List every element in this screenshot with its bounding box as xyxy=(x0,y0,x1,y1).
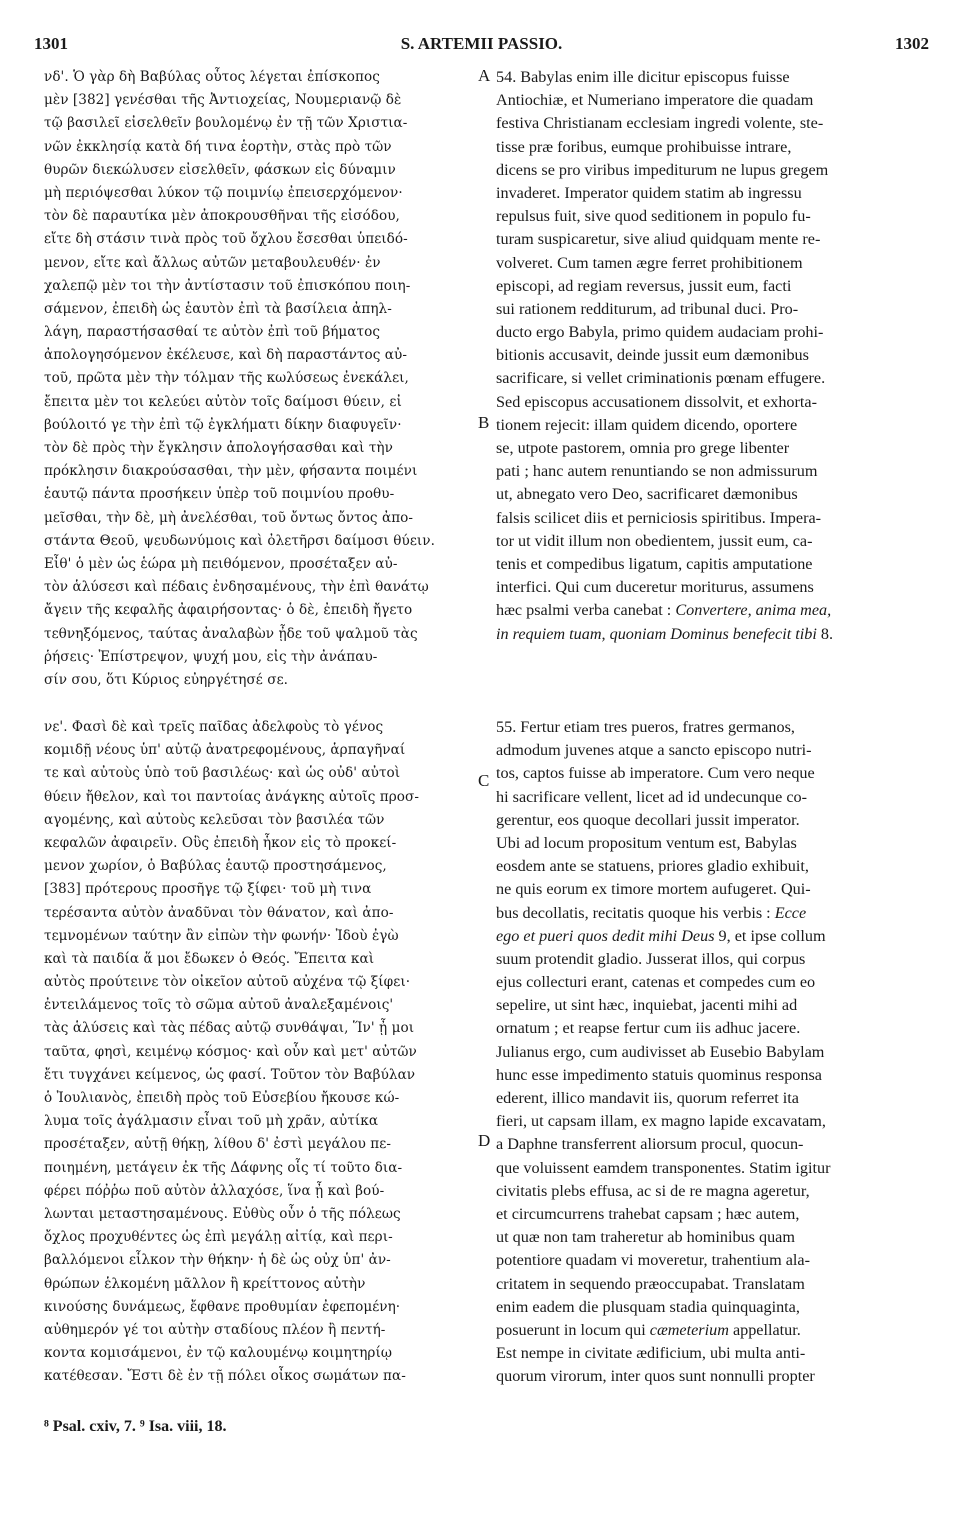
latin-text-line: que voluissent eamdem transponentes. Statim igitur xyxy=(496,1158,831,1177)
latin-text-line: episcopi, ad regiam reversus, jussit eum, facti xyxy=(496,276,792,295)
latin-text-line: ne quis eorum ex timore mortem aufugeret. Qui- xyxy=(496,880,811,899)
latin-text-line: posuerunt in locum qui cæmeterium appellatur. xyxy=(496,1320,801,1339)
greek-text-line: τὰς ἁλύσεις καὶ τὰς πέδας αὐτῷ συνθάψαι, Ἵν' ᾖ μοι xyxy=(44,1020,415,1037)
latin-text-line: civitatis plebs effusa, ac si de re magna ageretur, xyxy=(496,1181,810,1200)
greek-text-line: βαλλόμενοι εἷλκον τὴν θήκην· ἡ δὲ ὡς οὐχ ὑπ' ἀν- xyxy=(44,1252,391,1269)
greek-text-line: μενον, εἴτε καὶ ἄλλως αὐτῶν μεταβουλευθέν· ἐν xyxy=(44,254,381,271)
latin-text-line: hæc psalmi verba canebat : Convertere, anima mea, xyxy=(496,601,832,620)
latin-text-line: Est nempe in civitate ædificium, ubi multa anti- xyxy=(496,1344,806,1363)
latin-text-fragment: appellatur. xyxy=(728,1320,801,1339)
italic-term: cæmeterium xyxy=(649,1320,729,1339)
greek-text-line: σίν σου, ὅτι Κύριος εὐηργέτησέ σε. xyxy=(44,671,289,688)
margin-letter-b: B xyxy=(478,413,490,432)
latin-text-line: tenis et compedibus ligatum, capitis amputatione xyxy=(496,554,813,573)
latin-text-line: quorum virorum, inter quos sunt nonnulli propter xyxy=(496,1367,815,1386)
greek-text-line: κοντα κομισάμενοι, ἐν τῷ καλουμένῳ κοιμητηρίῳ xyxy=(44,1345,392,1362)
greek-text-line: ἔπειτα μὲν τοι κελεύει αὐτὸν τοῖς δαίμοσι θύειν, εἰ xyxy=(44,393,402,410)
greek-text-line: θύειν ἤθελον, καὶ τοι παντοίας ἀνάγκης αὐτοῖς προσ- xyxy=(44,788,419,805)
greek-text-line: αὐθημερόν γέ τοι αὐτὴν σταδίους πλέον ἢ πεντή- xyxy=(44,1321,386,1338)
latin-text-line: repulsus fuit, sive quod seditionem in populo fu- xyxy=(496,207,811,226)
greek-text-line: ἀπολογησόμενον ἐκέλευσε, καὶ δὴ παραστάντος αὐ- xyxy=(44,347,407,364)
greek-text-line: ἄγειν τῆς κεφαλῆς ἀφαιρήσοντας· ὁ δὲ, ἐπειδὴ ἤγετο xyxy=(44,602,413,619)
greek-text-line: ὁ Ἰουλιανὸς, ἐπειδὴ πρὸς τοῦ Εὐσεβίου ἤκουσε κώ- xyxy=(44,1090,400,1106)
latin-text-line: Ubi ad locum propositum ventum est, Babylas xyxy=(496,833,797,852)
greek-text-line: νδ'. Ὁ γὰρ δὴ Βαβύλας οὗτος λέγεται ἐπίσκοπος xyxy=(44,69,380,85)
latin-text-line: falsis scilicet diis et perniciosis spiritibus. Impera- xyxy=(496,508,822,527)
footnote-mark: 8. xyxy=(816,624,834,643)
latin-text-line: enim eadem die plusquam stadia quinquaginta, xyxy=(496,1297,800,1316)
latin-text-line xyxy=(496,925,928,948)
latin-text-line: bus decollatis, recitatis quoque his verbis : Ecce xyxy=(496,903,807,922)
greek-text-line: τὸν δὲ παραυτίκα μὲν ἀποκρουσθῆναι τῆς εἰσόδου, xyxy=(44,208,400,225)
greek-column-section-54 xyxy=(44,66,474,692)
greek-text-line: ῥήσεις· Ἐπίστρεψον, ψυχή μου, εἰς τὴν ἀνάπαυ- xyxy=(44,648,378,665)
latin-text-line: hunc esse impedimento statuis quominus responsa xyxy=(496,1065,822,1084)
latin-text-line: 54. Babylas enim ille dicitur episcopus fuisse xyxy=(496,68,790,86)
greek-text-line: φέρει πόῤῥω ποῦ αὐτὸν ἀλλαχόσε, ἵνα ᾖ καὶ βού- xyxy=(44,1182,385,1199)
latin-text-line: fieri, ut capsam illam, ex magno lapide excavatam, xyxy=(496,1112,826,1131)
latin-text-line: ut quæ non tam traheretur ab hominibus quam xyxy=(496,1228,795,1247)
latin-text-line: ut, abnegato vero Deo, sacrificaret dæmonibus xyxy=(496,485,798,504)
greek-text-line: πρόκλησιν διακρούσασθαι, τὴν μὲν, φήσαντα ποιμένι xyxy=(44,463,418,480)
latin-text-line: volveret. Cum tamen ægre ferret prohibitionem xyxy=(496,253,803,272)
latin-text-line: critatem in sequendo præoccupabat. Translatam xyxy=(496,1274,805,1293)
running-title: S. ARTEMII PASSIO. xyxy=(400,34,563,53)
greek-text-line: μεῖσθαι, τὴν δὲ, μὴ ἀνελέσθαι, τοῦ ὄντως ὄντος ἀπο- xyxy=(44,509,414,526)
latin-text-line: invaderet. Imperator quidem statim ab ingressu xyxy=(496,183,802,202)
latin-text-line: tionem rejecit: illam quidem dicendo, oportere xyxy=(496,415,798,434)
latin-text-line: eosdem ante se statuens, priores gladio exhibuit, xyxy=(496,857,809,876)
greek-text-line: προσέταξεν, αὐτῇ θήκῃ, λίθου δ' ἐστὶ μεγάλου πε- xyxy=(44,1136,392,1153)
greek-text-line: κινούσης δυνάμεως, ἔφθανε προθυμίαν ἐφεπομένη· xyxy=(44,1298,401,1315)
latin-text-line: interfici. Qui cum duceretur moriturus, assumens xyxy=(496,578,814,597)
latin-text-line: ducto ergo Babyla, primo quidem audaciam prohi- xyxy=(496,323,824,342)
left-page-number: 1301 xyxy=(34,34,68,53)
latin-text-line: bitionis accusavit, deinde jussit eum dæmonibus xyxy=(496,346,809,365)
latin-text-line: ejus collecturi erant, catenas et compedes cum eo xyxy=(496,973,816,992)
latin-text-line: gerentur, eos quoque decollari jussit imperator. xyxy=(496,810,800,829)
greek-column-section-55 xyxy=(44,716,474,1388)
latin-text-line: tor ut vidit illum non obedientem, jussit eum, ca- xyxy=(496,531,813,550)
greek-text-line: τοῦ, πρῶτα μὲν τὴν τόλμαν τῆς κωλύσεως ἐνεκάλει, xyxy=(44,370,409,387)
latin-text-line: Sed episcopus accusationem dissolvit, et exhorta- xyxy=(496,392,817,411)
greek-text-line: ἔτι τυγχάνει κείμενος, ὡς φασί. Τοῦτον τὸν Βαβύλαν xyxy=(44,1066,416,1083)
latin-column-section-55 xyxy=(496,716,928,1388)
greek-text-line: Εἶθ' ὁ μὲν ὡς ἑώρα μὴ πειθόμενον, προσέταξεν αὐ- xyxy=(44,555,398,572)
latin-text-line: festiva Christianam ecclesiam ingredi volente, ste- xyxy=(496,114,824,133)
greek-text-line: κομιδῇ νέους ὑπ' αὐτῷ ἀνατρεφομένους, ἁρπαγῆναί xyxy=(44,742,406,759)
greek-text-line: θρώπων ἑλκομένη μᾶλλον ἢ κρείττονος αὐτὴν xyxy=(44,1275,366,1292)
latin-text-line: Antiochiæ, et Numeriano imperatore die quadam xyxy=(496,91,814,110)
greek-text-line: ποιημένη, μετάγειν ἐκ τῆς Δάφνης οἷς τί τοῦτο δια- xyxy=(44,1159,403,1176)
greek-text-line: τεμνομένων ταύτην ἂν εἰπὼν τὴν φωνήν· Ἰδοὺ ἐγὼ xyxy=(44,927,399,944)
greek-text-line: αγομένης, καὶ αὐτοὺς κελεῦσαι τὸν βασιλέα τῶν xyxy=(44,811,385,828)
latin-text-line: 55. Fertur etiam tres pueros, fratres germanos, xyxy=(496,718,795,736)
greek-text-line: λυμα τοῖς ἀγάλμασιν εἶναι τοῦ μὴ χρᾶν, αὐτίκα xyxy=(44,1113,379,1130)
greek-text-line: λάγη, παραστήσασθαί τε αὐτὸν ἐπὶ τοῦ βήματος xyxy=(44,324,381,341)
greek-text-line: τὸν δὲ πρὸς τὴν ἔγκλησιν ἀπολογήσασθαι καὶ τὴν xyxy=(44,440,393,456)
greek-text-line: μὴ περιόψεσθαι λύκον τῷ ποιμνίῳ ἐπεισερχόμενον· xyxy=(44,184,403,201)
greek-text-line: τῷ βασιλεῖ εἰσελθεῖν βουλομένῳ ἐν τῇ τῶν Χριστια- xyxy=(44,115,408,132)
greek-text-line: θυρῶν διεκώλυσεν εἰσελθεῖν, φάσκων εἰς δύναμιν xyxy=(44,161,396,178)
psalm-quote: in requiem tuam, quoniam Dominus benefecit tibi xyxy=(496,624,817,643)
greek-text-line: λωνται μεταστησαμένους. Εὐθὺς οὖν ὁ τῆς πόλεως xyxy=(44,1205,401,1222)
right-page-number: 1302 xyxy=(895,34,929,53)
greek-text-line: σάμενον, ἐπειδὴ ὡς ἑαυτὸν ἐπὶ τὰ βασίλεια ἀπηλ- xyxy=(44,300,392,317)
latin-text-line: tos, captos fuisse ab imperatore. Cum vero neque xyxy=(496,764,815,783)
greek-text-line: εἴτε δὴ στάσιν τινὰ πρὸς τοῦ ὄχλου ἔσεσθαι ὑπειδό- xyxy=(44,231,408,248)
latin-column-section-54 xyxy=(496,66,928,646)
greek-text-line: τε καὶ αὐτοὺς ὑπὸ τοῦ βασιλέως· καὶ ὡς οὐδ' αὐτοὶ xyxy=(44,765,401,782)
footnote-mark: 9, et ipse collum xyxy=(714,926,826,945)
greek-text-line: νῶν ἐκκλησίᾳ κατὰ δή τινα ἑορτὴν, στὰς πρὸ τῶν xyxy=(44,138,392,155)
latin-text-line: ornatum ; et reapse fertur cum iis adhuc jacere. xyxy=(496,1019,801,1038)
greek-text-line: στάντα Θεοῦ, ψευδωνύμοις καὶ ὀλετῆρσι δαίμοσι θύειν. xyxy=(44,532,435,549)
latin-text-line: ederent, illico mandavit iis, quorum referret ita xyxy=(496,1089,799,1107)
greek-text-line: τερέσαντα αὐτὸν ἀναδῦναι τὸν θάνατον, καὶ ἀπο- xyxy=(44,904,394,921)
greek-text-line: ὄχλος προχυθέντες ὡς ἐπὶ μεγάλῃ αἰτίᾳ, καὶ περι- xyxy=(44,1229,393,1246)
greek-text-line: αὐτὸς προύτεινε τὸν οἰκεῖον αὐτοῦ αὐχένα τῷ ξίφει· xyxy=(44,974,411,991)
margin-letter-a: A xyxy=(478,66,491,85)
latin-text-line: admodum juvenes atque a sancto episcopo nutri- xyxy=(496,741,812,760)
latin-text-line: hi sacrificare vellent, licet ad id undecunque co- xyxy=(496,787,808,806)
latin-text-line: dicens se pro viribus impediturum ne lupus gregem xyxy=(496,160,829,179)
greek-text-line: ἑαυτῷ πάντα προσήκειν ὑπὲρ τοῦ ποιμνίου προθυ- xyxy=(44,486,395,503)
greek-text-line: βούλοιτό γε τὴν ἐπὶ τῷ ἐγκλήματι δίκην διαφυγεῖν· xyxy=(44,416,402,433)
latin-text-line: potentiore quadam vi moveretur, trahentium ala- xyxy=(496,1251,810,1270)
scripture-quote: ego et pueri quos dedit mihi Deus xyxy=(496,926,715,945)
footnote: ⁸ Psal. cxiv, 7. ⁹ Isa. viii, 18. xyxy=(44,1418,227,1435)
margin-letter-d: D xyxy=(478,1131,491,1150)
greek-text-line: χαλεπῷ μὲν τοι τὴν ἀντίστασιν τοῦ ἐπισκόπου ποιη- xyxy=(44,277,411,294)
greek-text-line: μενον χωρίον, ὁ Βαβύλας ἑαυτῷ προστησάμενος, xyxy=(44,858,387,875)
margin-letter-c: C xyxy=(478,771,490,790)
latin-text-line: turam suspicaretur, sive aliud quidquam mente re- xyxy=(496,230,821,249)
latin-text-line: sui rationem redditurum, ad tribunal duci. Pro- xyxy=(496,299,799,318)
greek-text-line: μὲν [382] γενέσθαι τῆς Ἀντιοχείας, Νουμεριανῷ δὲ xyxy=(44,92,402,109)
latin-text-line: suum protendit gladio. Jusserat illos, qui corpus xyxy=(496,949,806,968)
greek-text-line: καὶ τὰ παιδία ἅ μοι ἔδωκεν ὁ Θεός. Ἔπειτα καὶ xyxy=(44,950,375,967)
page-header xyxy=(30,34,933,58)
scripture-quote: Ecce xyxy=(774,903,807,922)
greek-text-line: τεθνηξόμενος, ταύτας ἀναλαβὼν ᾖδε τοῦ ψαλμοῦ τὰς xyxy=(44,625,418,642)
latin-text-line: sacrificare, si vellet criminationis pœnam effugere. xyxy=(496,369,826,388)
greek-text-line: κεφαλῶν ἀφαιρεῖν. Οὓς ἐπειδὴ ἧκον εἰς τὸ προκεί- xyxy=(44,834,397,851)
latin-text-line: sepelire, ut sint hæc, inquiebat, jacenti mihi ad xyxy=(496,996,798,1015)
latin-text-line: a Daphne transferrent aliorsum procul, quocun- xyxy=(496,1135,804,1154)
greek-text-line: τὸν ἁλύσεσι καὶ πέδαις ἐνδησαμένους, τὴν ἐπὶ θανάτῳ xyxy=(44,579,429,596)
greek-text-line: [383] πρότερους προσῆγε τῷ ξίφει· τοῦ μὴ τινα xyxy=(44,881,372,898)
latin-text-line: et circumcurrens trahebat capsam ; hæc autem, xyxy=(496,1204,800,1223)
latin-text-line: tisse præ foribus, eumque prohibuisse intrare, xyxy=(496,137,792,156)
latin-text-line: se, utpote pastorem, omnia pro grege libenter xyxy=(496,439,790,457)
greek-text-line: κατέθεσαν. Ἔστι δὲ ἐν τῇ πόλει οἶκος σωμάτων πα- xyxy=(44,1368,406,1385)
greek-text-line: ταῦτα, φησὶ, κειμένῳ κόσμος· καὶ οὗν καὶ μετ' αὐτῶν xyxy=(44,1043,417,1060)
latin-text-line xyxy=(496,623,928,646)
latin-text-line: Julianus ergo, cum audivisset ab Eusebio Babylam xyxy=(496,1042,825,1061)
greek-text-line: νε'. Φασὶ δὲ καὶ τρεῖς παῖδας ἀδελφοὺς τὸ γένος xyxy=(44,719,384,735)
latin-text-line: pati ; hanc autem renuntiando se non admissurum xyxy=(496,462,818,481)
greek-text-line: ἐντειλάμενος τοῖς τὸ σῶμα αὐτοῦ ἀναλεξαμένοις' xyxy=(44,997,394,1014)
psalm-quote: Convertere, anima mea, xyxy=(675,601,832,620)
